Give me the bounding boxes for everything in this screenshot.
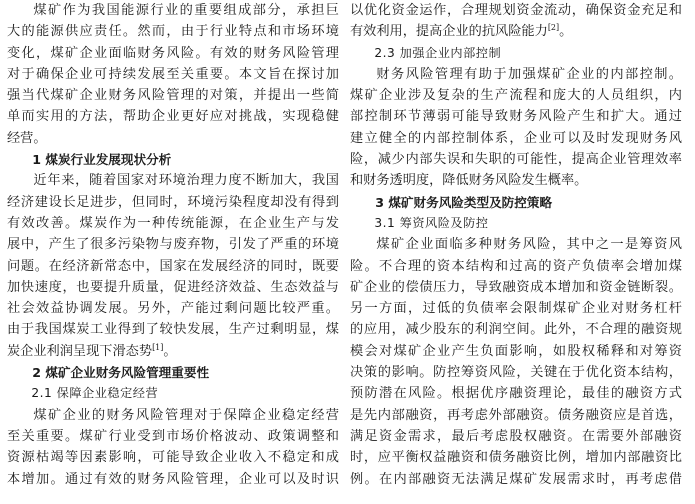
intro-line: 强当代煤矿企业财务风险管理的对策，并提出一些简 [7,88,339,104]
section-3-1-line: 预防潜在风险。根据优序融资理论，最佳的融资方式 [350,386,682,402]
section-3-1-line: 例。在内部融资无法满足煤矿发展需求时，再考虑借 [350,471,682,487]
section-2-3-line: 煤矿企业涉及复杂的生产流程和庞大的人员组织，内 [350,88,682,104]
section-1-line: 社会效益协调发展。另外，产能过剩问题比较严重。 [7,301,339,317]
section-3-1-line: 模会对煤矿企业产生负面影响，如股权稀释和对筹资 [350,343,682,359]
section-1-line: 近年来，随着国家对环境治理力度不断加大，我国 [33,173,339,189]
section-2-3-heading: 2.3 加强企业内部控制 [374,45,502,60]
section-2-1-line: 资源枯竭等因素影响，可能导致企业收入不稳定和成 [7,450,339,466]
section-3-1-line: 险。不合理的资本结构和过高的资产负债率会增加煤 [350,258,682,274]
citation-1: [1] [152,342,164,352]
intro-line: 对于确保企业可持续发展至关重要。本文旨在探讨加 [7,66,339,82]
intro-line: 变化，煤矿企业面临财务风险。有效的财务风险管理 [7,45,339,61]
section-2-1-heading: 2.1 保障企业稳定经营 [31,386,159,401]
section-2-heading: 2 煤矿企业财务风险管理重要性 [32,365,210,381]
right-column [350,0,682,490]
section-2-3-line: 财务风险管理有助于加强煤矿企业的内部控制。 [376,66,682,82]
left-column [7,0,339,490]
section-2-3-line: 建立健全的内部控制体系，企业可以及时发现财务风 [350,130,682,146]
section-1-last-text: 炭企业利润呈现下滑态势 [7,343,153,359]
section-1-line: 有效改善。煤炭作为一种传统能源，在企业生产与发 [7,215,339,231]
section-2-1-line: 本增加。通过有效的财务风险管理，企业可以及时识 [7,471,339,487]
section-3-1-line: 的应用，减少股东的利润空间。此外，不合理的融资规 [350,322,682,338]
section-3-1-line: 煤矿企业面临多种财务风险，其中之一是筹资风 [376,237,682,253]
intro-line: 煤矿作为我国能源行业的重要组成部分，承担巨 [33,3,339,18]
intro-line: 经营。 [7,130,47,146]
section-3-heading: 3 煤矿财务风险类型及防控策略 [375,194,553,210]
section-1-line: 由于我国煤炭工业得到了较快发展，生产过剩明显，煤 [7,322,339,338]
section-2-3-line: 和财务透明度，降低财务风险发生概率。 [350,173,588,189]
section-1-last-line [7,341,339,362]
intro-line: 大的能源供应责任。然而，由于行业特点和市场环境 [7,24,339,40]
continued-line: 以优化资金运作，合理规划资金流动，确保资金充足和 [350,3,682,18]
citation-2: [2] [547,23,560,33]
section-1-line: 加快速度，也要提升质量，促进经济效益、生态效益与 [7,279,339,295]
section-1-last-punct: 。 [163,343,177,359]
section-3-1-line: 时，应平衡权益融资和债务融资比例，增加内部融资比 [350,450,682,466]
continued-punct: 。 [559,24,573,40]
section-2-3-line: 部控制环节薄弱可能导致财务风险产生和扩大。通过 [350,109,682,125]
intro-line: 单而实用的方法，帮助企业更好应对挑战，实现稳健 [7,109,339,125]
section-2-1-line: 至关重要。煤矿行业受到市场价格波动、政策调整和 [7,428,339,444]
section-2-1-line: 煤矿企业的财务风险管理对于保障企业稳定经营 [33,407,339,423]
section-3-1-line: 是先内部融资，再考虑外部融资。债务融资应是首选， [350,407,682,423]
continued-text: 有效利用，提高企业的抗风险能力 [350,24,548,40]
section-1-line: 经济建设长足进步，但同时，环境污染程度却没有得到 [7,194,339,210]
section-3-1-line: 决策的影响。防控筹资风险，关键在于优化资本结构， [350,365,682,381]
section-2-3-line: 险，减少内部失误和失职的可能性，提高企业管理效率 [350,152,682,168]
section-1-line: 展中，产生了很多污染物与废弃物，引发了严重的环境 [7,237,339,253]
section-1-heading: 1 煤炭行业发展现状分析 [32,152,172,168]
section-3-1-line: 矿企业的偿债压力，导致融资成本增加和资金链断裂。 [350,279,682,295]
section-1-line: 问题。在经济新常态中，国家在发展经济的同时，既要 [7,258,339,274]
section-3-1-line: 另一方面，过低的负债率会限制煤矿企业对财务杠杆 [350,301,682,317]
continued-line-end [350,21,682,42]
section-3-1-line: 满足资金需求，最后考虑股权融资。在需要外部融资 [350,428,682,444]
section-3-1-heading: 3.1 筹资风险及防控 [374,215,489,230]
